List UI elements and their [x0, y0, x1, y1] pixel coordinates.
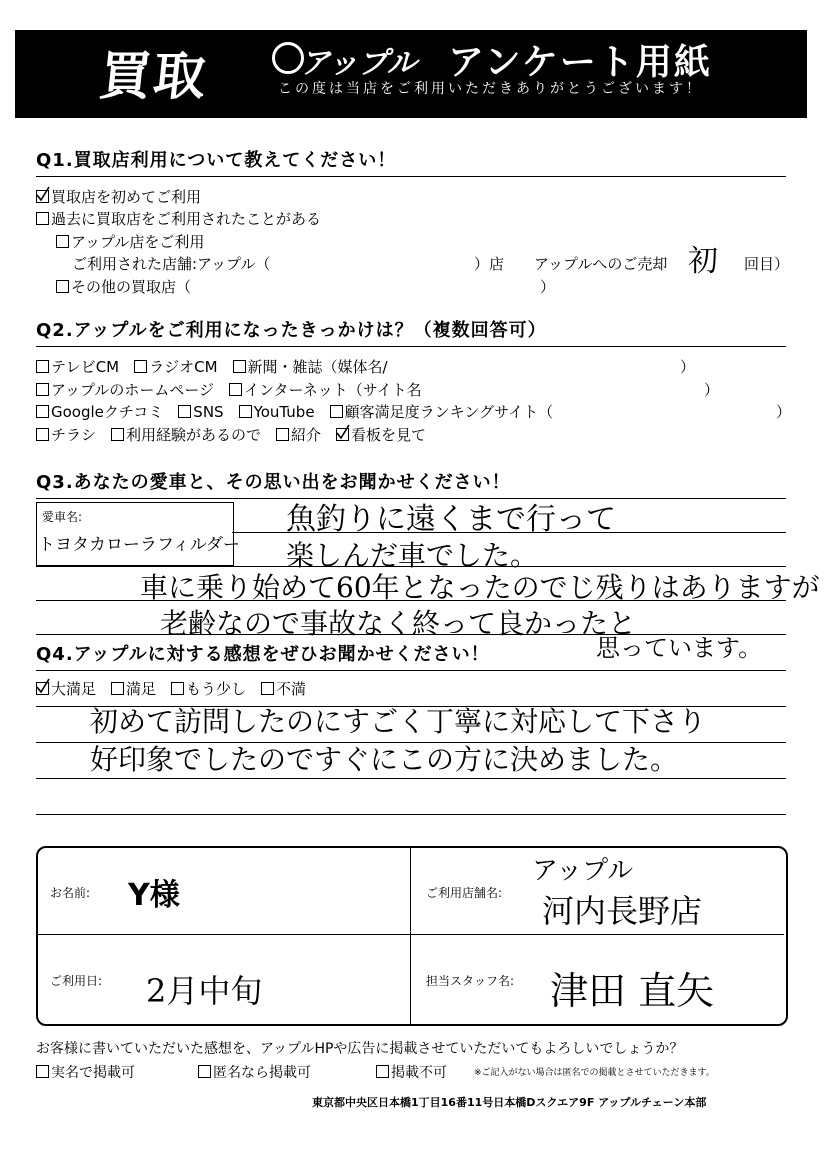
q3-answer-line-4: 老齢なので事故なく終って良かったと [160, 607, 637, 640]
checkbox-icon[interactable] [111, 428, 124, 441]
q2-row-3-close: ） [776, 403, 792, 421]
checkbox-icon[interactable] [171, 682, 184, 695]
permission-question: お客様に書いていただいた感想を、アップルHPや広告に掲載させていただいてもよろしいでしょうか？ [36, 1041, 684, 1057]
q1-sell-count-value[interactable]: 初 [688, 244, 718, 279]
perm-not-allowed[interactable] [376, 1062, 447, 1082]
q1-option-other-store[interactable] [56, 276, 191, 297]
kaitori-logo-text: 買取 [96, 47, 211, 107]
q1-option-used-before[interactable] [36, 208, 321, 229]
perm-not-allowed-label: 掲載不可 [391, 1065, 447, 1081]
perm-anonymous-label: 匿名なら掲載可 [213, 1065, 311, 1081]
store-value-1[interactable]: アップル [532, 856, 634, 886]
q2-signboard: 看板を見て [351, 426, 427, 444]
info-divider-horizontal [38, 934, 784, 935]
permission-note: ※ご記入がない場合は匿名での掲載とさせていただきます。 [474, 1068, 715, 1078]
q4-answer-line-2: 好印象でしたのですぐにこの方に決めました。 [90, 743, 679, 776]
q1-other-close: ） [540, 278, 556, 296]
q3-title: Q3.あなたの愛車と、その思い出をお聞かせください！ [36, 472, 511, 493]
q3-answer-line-5: 思っています。 [596, 634, 763, 662]
checkbox-checked-icon[interactable] [36, 682, 49, 695]
q1-option-first-time[interactable] [36, 186, 201, 207]
q4-answer-line-1: 初めて訪問したのにすごく丁寧に対応して下さり [90, 705, 707, 738]
q4-rule [36, 670, 786, 671]
q2-newspaper: 新聞・雑誌（媒体名/ [247, 358, 388, 376]
store-value-2[interactable]: 河内長野店 [542, 892, 703, 930]
q2-row-1-close: ） [680, 358, 696, 376]
q4-line-4 [36, 814, 786, 815]
name-label: お名前: [50, 886, 91, 900]
brand-name: アップル [300, 46, 417, 81]
q1-sell-count-suffix: 回目） [744, 255, 790, 273]
date-label: ご利用日: [50, 974, 103, 988]
checkbox-checked-icon[interactable] [36, 190, 49, 203]
q4-title: Q4.アップルに対する感想をぜひお聞かせください！ [36, 644, 490, 665]
checkbox-icon[interactable] [36, 212, 49, 225]
q4-satisfied: 満足 [126, 680, 172, 698]
checkbox-icon[interactable] [56, 235, 69, 248]
q3-answer-line-3: 車に乗り始めて60年となったのでじ残りはありますが [140, 571, 820, 604]
q4-somewhat: もう少し [186, 680, 262, 698]
q2-referral: 紹介 [291, 426, 337, 444]
q1-title: Q1.買取店利用について教えてください！ [36, 150, 397, 171]
q4-dissatisfied: 不満 [276, 680, 307, 698]
q1-option-first-time-label: 買取店を初めてご利用 [51, 188, 202, 206]
q1-option-apple-store-label: アップル店をご利用 [71, 233, 205, 251]
q2-title: Q2.アップルをご利用になったきっかけは？（複数回答可） [36, 320, 547, 341]
checkbox-icon[interactable] [36, 1065, 49, 1078]
q4-ratings [36, 678, 306, 699]
q1-option-apple-store[interactable] [56, 231, 204, 252]
q2-row-3 [36, 401, 553, 422]
checkbox-icon[interactable] [134, 360, 147, 373]
q3-answer-line-2: 楽しんだ車でした。 [286, 539, 539, 572]
q2-homepage: アップルのホームページ [51, 381, 230, 399]
checkbox-icon[interactable] [198, 1065, 211, 1078]
q4-very-satisfied: 大満足 [51, 680, 112, 698]
checkbox-icon[interactable] [261, 682, 274, 695]
q2-past-experience: 利用経験があるので [126, 426, 277, 444]
q2-sns: SNS [193, 403, 239, 421]
q1-rule [36, 176, 786, 177]
checkbox-icon[interactable] [36, 428, 49, 441]
checkbox-icon[interactable] [229, 383, 242, 396]
checkbox-icon[interactable] [376, 1065, 389, 1078]
q2-rule [36, 346, 786, 347]
q2-radio-cm: ラジオCM [149, 358, 233, 376]
checkbox-icon[interactable] [178, 405, 191, 418]
checkbox-checked-icon[interactable] [336, 428, 349, 441]
car-name-value: トヨタカローラフィルダー [38, 535, 240, 555]
q1-option-other-store-label: その他の買取店（ [71, 278, 192, 296]
q2-google-reviews: Googleクチコミ [51, 403, 179, 421]
q2-row-2 [36, 379, 422, 400]
checkbox-icon[interactable] [276, 428, 289, 441]
q1-store-suffix: ）店 [474, 255, 505, 273]
header-tagline: この度は当店をご利用いただきありがとうございます！ [278, 81, 703, 97]
q4-line-3 [36, 778, 786, 779]
q1-store-prefix: ご利用された店舗:アップル（ [72, 255, 271, 273]
checkbox-icon[interactable] [36, 405, 49, 418]
hq-address: 東京都中央区日本橋1丁目16番11号日本橋Dスクエア9F アップルチェーン本部 [312, 1096, 707, 1109]
form-title: アンケート用紙 [448, 42, 712, 83]
q2-youtube: YouTube [253, 403, 330, 421]
staff-value[interactable]: 津田 直矢 [550, 969, 715, 1013]
checkbox-icon[interactable] [330, 405, 343, 418]
checkbox-icon[interactable] [36, 360, 49, 373]
q2-row-4 [36, 424, 426, 445]
q2-flyer: チラシ [51, 426, 112, 444]
q2-ranking-site: 顧客満足度ランキングサイト（ [344, 403, 554, 421]
q1-option-used-before-label: 過去に買取店をご利用されたことがある [51, 210, 322, 228]
checkbox-icon[interactable] [56, 280, 69, 293]
perm-real-name[interactable] [36, 1062, 135, 1082]
car-name-label: 愛車名: [42, 510, 83, 524]
info-divider-vertical [410, 848, 411, 1024]
checkbox-icon[interactable] [239, 405, 252, 418]
q2-row-2-close: ） [704, 381, 720, 399]
store-label: ご利用店舗名: [426, 886, 503, 900]
perm-anonymous[interactable] [198, 1062, 311, 1082]
q3-answer-line-1: 魚釣りに遠くまで行って [286, 502, 616, 537]
q2-internet: インターネット（サイト名 [244, 381, 422, 399]
staff-label: 担当スタッフ名: [426, 974, 515, 988]
name-value[interactable]: Y様 [128, 878, 180, 913]
perm-real-name-label: 実名で掲載可 [51, 1065, 135, 1081]
q2-tv-cm: テレビCM [51, 358, 135, 376]
q2-row-1 [36, 356, 388, 377]
q1-sell-count-prefix: アップルへのご売却 [534, 255, 668, 273]
checkbox-icon[interactable] [36, 383, 49, 396]
date-value[interactable]: 2月中旬 [146, 972, 263, 1010]
checkbox-icon[interactable] [233, 360, 246, 373]
checkbox-icon[interactable] [111, 682, 124, 695]
